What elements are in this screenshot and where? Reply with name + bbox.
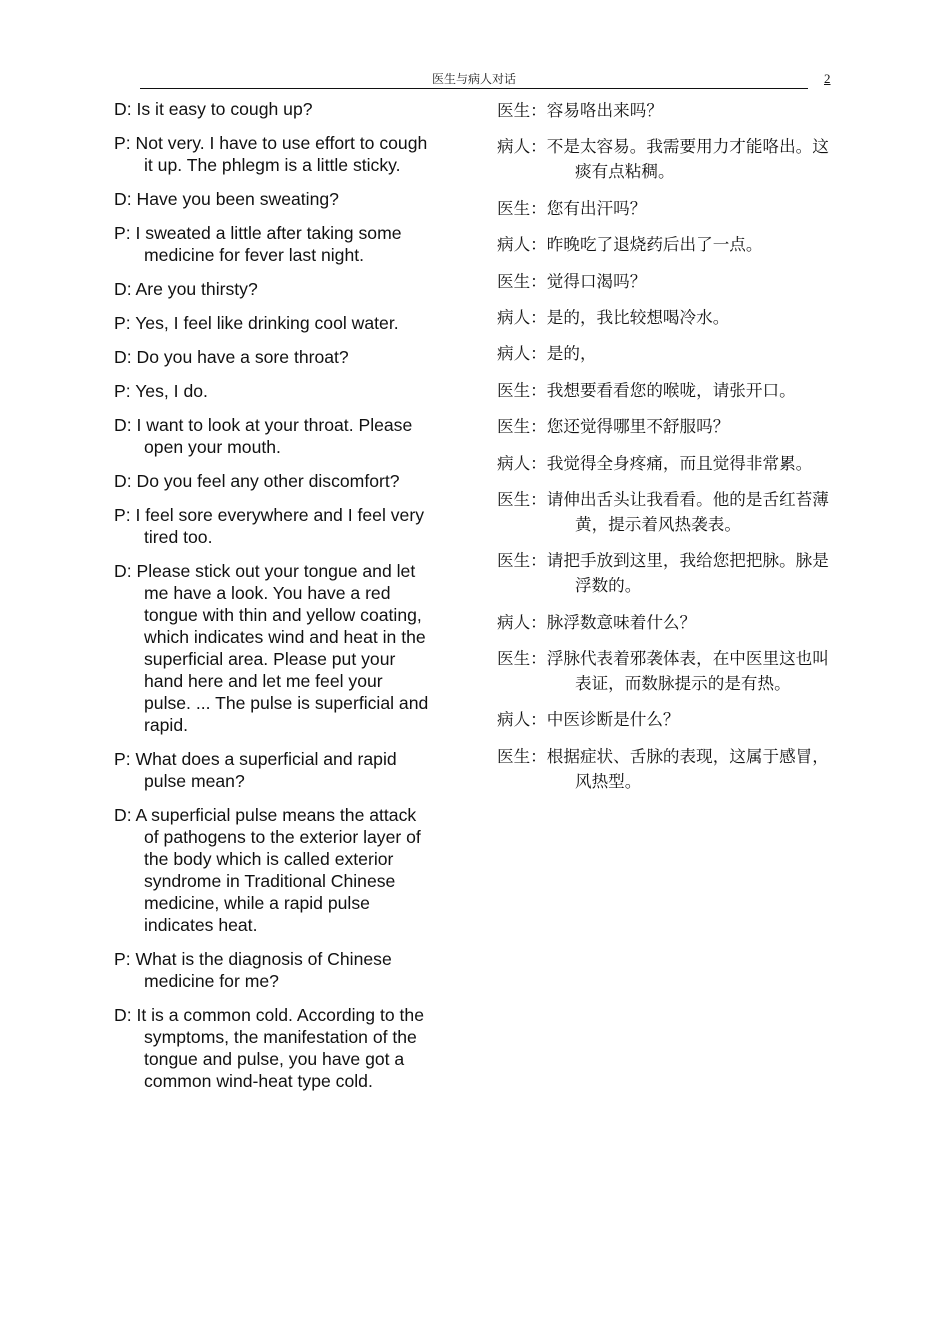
dialogue-line-zh: 病人：我觉得全身疼痛，而且觉得非常累。 — [497, 453, 813, 473]
dialogue-line-en: D: Do you feel any other discomfort? — [114, 471, 400, 491]
dialogue-line-zh: 医生：您还觉得哪里不舒服吗？ — [497, 417, 730, 437]
dialogue-line-zh: 医生：根据症状、舌脉的表现，这属于感冒，风热型。 — [497, 746, 829, 791]
dialogue-line-en: P: I feel sore everywhere and I feel very tired too. — [114, 505, 424, 547]
dialogue-line-en: P: Yes, I do. — [114, 381, 208, 401]
dialogue-line-en: P: Not very. I have to use effort to cough it up. The phlegm is a little sticky. — [114, 133, 428, 175]
dialogue-line-en: P: Yes, I feel like drinking cool water. — [114, 313, 399, 333]
dialogue-line-en: D: It is a common cold. According to the symptoms, the manifestation of the tongue and pulse, you have got a common wind-heat type cold. — [114, 1005, 424, 1091]
dialogue-line-en: P: What does a superficial and rapid pulse mean? — [114, 749, 397, 791]
page-number: 2 — [824, 71, 831, 86]
dialogue-line-en: P: I sweated a little after taking some medicine for fever last night. — [114, 223, 402, 265]
dialogue-line-en: D: I want to look at your throat. Please open your mouth. — [114, 415, 413, 457]
dialogue-line-en: D: Is it easy to cough up? — [114, 99, 313, 119]
running-header-title: 医生与病人对话 — [431, 72, 516, 86]
dialogue-line-en: D: Are you thirsty? — [114, 279, 258, 299]
dialogue-line-en: P: What is the diagnosis of Chinese medicine for me? — [114, 949, 392, 991]
dialogue-line-en: D: Have you been sweating? — [114, 189, 339, 209]
dialogue-line-zh: 病人：是的， — [497, 344, 597, 364]
dialogue-line-zh: 病人：不是太容易。我需要用力才能咯出。这痰有点粘稠。 — [497, 137, 829, 182]
dialogue-line-zh: 医生：请把手放到这里，我给您把把脉。脉是浮数的。 — [497, 551, 829, 596]
dialogue-line-zh: 医生：浮脉代表着邪袭体表，在中医里这也叫表证，而数脉提示的是有热。 — [497, 649, 829, 694]
dialogue-line-zh: 医生：觉得口渴吗？ — [497, 271, 647, 291]
dialogue-line-zh: 病人：脉浮数意味着什么？ — [497, 612, 697, 632]
dialogue-line-zh: 病人：昨晚吃了退烧药后出了一点。 — [497, 235, 763, 255]
dialogue-line-zh: 病人：是的，我比较想喝冷水。 — [497, 307, 730, 327]
chinese-dialogue-column — [497, 98, 842, 805]
dialogue-line-en: D: A superficial pulse means the attack of pathogens to the exterior layer of the body which is called exterior syndrome in Traditional Chinese medicine, while a rapid pulse indicates heat. — [114, 805, 421, 935]
dialogue-line-zh: 医生：您有出汗吗？ — [497, 198, 647, 218]
dialogue-line-zh: 病人：中医诊断是什么？ — [497, 710, 680, 730]
dialogue-line-zh: 医生：我想要看看您的喉咙，请张开口。 — [497, 380, 796, 400]
dialogue-line-zh: 医生：请伸出舌头让我看看。他的是舌红苔薄黄，提示着风热袭表。 — [497, 489, 829, 534]
dialogue-line-zh: 医生：容易咯出来吗？ — [497, 101, 663, 120]
english-dialogue-column — [114, 98, 434, 1104]
dialogue-line-en: D: Do you have a sore throat? — [114, 347, 349, 367]
header-rule — [140, 88, 808, 89]
dialogue-line-en: D: Please stick out your tongue and let me have a look. You have a red tongue with thin and yellow coating, which indicates wind and heat in the superficial area. Please put your hand here and let me feel your pulse. ... The pulse is superficial and rapid. — [114, 561, 429, 735]
